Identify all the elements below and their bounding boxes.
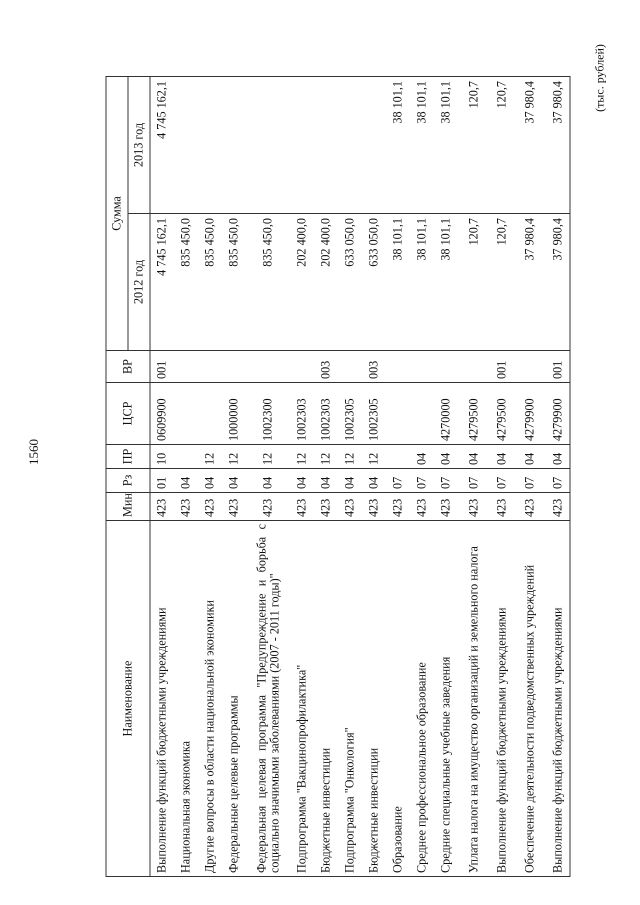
cell-y2013 [290,76,314,213]
cell-name: Бюджетные инвестиции [362,521,386,877]
cell-pr [174,445,198,469]
cell-vr [458,351,490,383]
cell-y2012: 835 450,0 [174,214,198,351]
cell-vr [386,351,410,383]
cell-name: Выполнение функций бюджетными учреждениями [150,521,174,877]
cell-vr: 003 [362,351,386,383]
cell-pr: 12 [290,445,314,469]
cell-csr: 0609900 [150,383,174,445]
table-row [546,76,570,876]
cell-min: 423 [490,493,514,521]
cell-y2013: 120,7 [490,76,514,213]
cell-name: Другие вопросы в области национальной экономики [198,521,222,877]
cell-vr [410,351,434,383]
cell-vr [514,351,546,383]
cell-pr: 12 [362,445,386,469]
cell-rz: 07 [546,469,570,493]
cell-y2013 [362,76,386,213]
cell-min: 423 [222,493,246,521]
cell-vr: 003 [314,351,338,383]
table-row [198,76,222,876]
cell-rz: 07 [434,469,458,493]
cell-rz: 04 [246,469,290,493]
cell-csr [174,383,198,445]
units-label: (тыс. рублей) [592,44,607,112]
cell-rz: 07 [514,469,546,493]
cell-min: 423 [434,493,458,521]
cell-csr: 1002303 [314,383,338,445]
header-2012: 2012 год [128,214,150,351]
cell-min: 423 [386,493,410,521]
table-body [150,76,570,876]
header-name: Наименование [106,521,150,877]
table-row [514,76,546,876]
header-rz: Рз [106,469,150,493]
cell-pr: 12 [314,445,338,469]
cell-y2013 [338,76,362,213]
cell-y2012: 120,7 [458,214,490,351]
cell-name: Обеспечение деятельности подведомственных учреждений [514,521,546,877]
page-number: 1560 [26,439,41,465]
cell-rz: 04 [314,469,338,493]
cell-y2013: 38 101,1 [410,76,434,213]
header-csr: ЦСР [106,383,150,445]
cell-name: Средние специальные учебные заведения [434,521,458,877]
cell-vr: 001 [490,351,514,383]
cell-y2013 [198,76,222,213]
cell-name: Выполнение функций бюджетными учреждениями [490,521,514,877]
cell-rz: 07 [386,469,410,493]
cell-pr: 12 [222,445,246,469]
cell-csr [386,383,410,445]
cell-rz: 04 [362,469,386,493]
cell-rz: 04 [198,469,222,493]
cell-vr [290,351,314,383]
cell-vr [222,351,246,383]
cell-y2012: 120,7 [490,214,514,351]
cell-rz: 04 [222,469,246,493]
cell-pr: 12 [198,445,222,469]
cell-name: Выполнение функций бюджетными учреждениями [546,521,570,877]
cell-name: Среднее профессиональное образование [410,521,434,877]
table-row [246,76,290,876]
table-row [490,76,514,876]
header-sum: Сумма [106,76,128,350]
table-row [362,76,386,876]
cell-y2012: 38 101,1 [434,214,458,351]
cell-y2012: 37 980,4 [546,214,570,351]
cell-pr: 04 [410,445,434,469]
cell-y2013 [174,76,198,213]
cell-name: Федеральная целевая программа "Предупреждение и борьба с социально значимыми заболеваниями (2007 - 2011 годы)" [246,521,290,877]
table-row [150,76,174,876]
cell-csr: 1002305 [338,383,362,445]
cell-y2013: 38 101,1 [386,76,410,213]
cell-y2012: 835 450,0 [198,214,222,351]
header-2013: 2013 год [128,76,150,213]
cell-name: Бюджетные инвестиции [314,521,338,877]
cell-vr: 001 [150,351,174,383]
cell-y2012: 38 101,1 [386,214,410,351]
cell-pr [386,445,410,469]
budget-table [106,76,571,877]
cell-min: 423 [174,493,198,521]
table-row [314,76,338,876]
cell-vr: 001 [546,351,570,383]
table-row [410,76,434,876]
cell-y2013: 38 101,1 [434,76,458,213]
cell-pr: 04 [490,445,514,469]
cell-min: 423 [314,493,338,521]
cell-rz: 07 [490,469,514,493]
table-row [434,76,458,876]
cell-rz: 04 [174,469,198,493]
cell-pr: 04 [458,445,490,469]
cell-csr: 1000000 [222,383,246,445]
cell-min: 423 [362,493,386,521]
cell-y2013 [246,76,290,213]
cell-y2012: 835 450,0 [246,214,290,351]
cell-rz: 01 [150,469,174,493]
cell-y2012: 202 400,0 [314,214,338,351]
cell-vr [174,351,198,383]
cell-name: Образование [386,521,410,877]
cell-pr: 04 [514,445,546,469]
cell-pr: 12 [246,445,290,469]
cell-vr [246,351,290,383]
cell-pr: 04 [434,445,458,469]
cell-vr [338,351,362,383]
cell-min: 423 [546,493,570,521]
cell-vr [434,351,458,383]
cell-min: 423 [246,493,290,521]
cell-min: 423 [514,493,546,521]
cell-csr [410,383,434,445]
table-row [174,76,198,876]
cell-rz: 07 [458,469,490,493]
table-row [458,76,490,876]
cell-csr: 4279900 [514,383,546,445]
cell-min: 423 [338,493,362,521]
cell-min: 423 [458,493,490,521]
cell-y2012: 4 745 162,1 [150,214,174,351]
cell-csr: 1002305 [362,383,386,445]
cell-name: Подпрограмма "Онкология" [338,521,362,877]
cell-y2013 [314,76,338,213]
cell-y2013: 120,7 [458,76,490,213]
cell-name: Федеральные целевые программы [222,521,246,877]
header-min: Мин [106,493,150,521]
header-pr: ПР [106,445,150,469]
cell-min: 423 [150,493,174,521]
cell-y2012: 633 050,0 [362,214,386,351]
cell-csr: 4279500 [458,383,490,445]
cell-y2013: 37 980,4 [546,76,570,213]
cell-min: 423 [290,493,314,521]
cell-y2012: 835 450,0 [222,214,246,351]
cell-y2013: 37 980,4 [514,76,546,213]
budget-table-container [106,77,601,877]
cell-min: 423 [198,493,222,521]
header-vr: ВР [106,351,150,383]
cell-name: Уплата налога на имущество организаций и земельного налога [458,521,490,877]
cell-y2012: 633 050,0 [338,214,362,351]
table-row [386,76,410,876]
cell-pr: 04 [546,445,570,469]
cell-rz: 07 [410,469,434,493]
table-row [222,76,246,876]
cell-vr [198,351,222,383]
cell-rz: 04 [290,469,314,493]
cell-name: Подпрограмма "Вакцинопрофилактика" [290,521,314,877]
table-row [338,76,362,876]
cell-csr [198,383,222,445]
cell-rz: 04 [338,469,362,493]
cell-y2012: 38 101,1 [410,214,434,351]
cell-csr: 4270000 [434,383,458,445]
cell-y2012: 37 980,4 [514,214,546,351]
cell-csr: 4279900 [546,383,570,445]
cell-csr: 1002300 [246,383,290,445]
cell-min: 423 [410,493,434,521]
cell-y2013 [222,76,246,213]
cell-name: Национальная экономика [174,521,198,877]
cell-csr: 4279500 [490,383,514,445]
cell-csr: 1002303 [290,383,314,445]
cell-y2013: 4 745 162,1 [150,76,174,213]
cell-y2012: 202 400,0 [290,214,314,351]
table-row [290,76,314,876]
cell-pr: 10 [150,445,174,469]
cell-pr: 12 [338,445,362,469]
